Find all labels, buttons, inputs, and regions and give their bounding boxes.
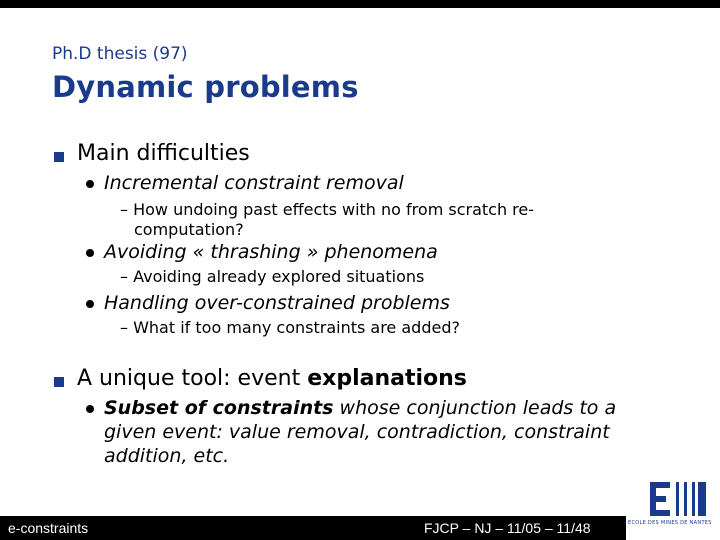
subitem-text-line1: – What if too many constraints are added? bbox=[120, 318, 460, 337]
school-logo bbox=[626, 470, 720, 540]
subitem-too-many bbox=[120, 318, 460, 338]
bullet-unique-tool bbox=[77, 366, 467, 391]
item-label: Handling over-constrained problems bbox=[104, 292, 450, 314]
bullet-main-difficulties: Main difficulties bbox=[77, 141, 250, 166]
item-bold-text: Subset of constraints bbox=[104, 397, 334, 419]
slide-title: Dynamic problems bbox=[52, 70, 359, 104]
subitem-text-line1: – How undoing past effects with no from scratch re- bbox=[120, 200, 535, 219]
bullet-bold-word: explanations bbox=[307, 366, 467, 391]
item-over-constrained bbox=[104, 291, 664, 315]
item-label: Avoiding « thrashing » phenomena bbox=[104, 241, 438, 263]
round-bullet-icon bbox=[86, 405, 94, 413]
footer-right-label: FJCP – NJ – 11/05 – 11/48 bbox=[424, 520, 591, 536]
top-bar bbox=[0, 0, 720, 8]
round-bullet-icon bbox=[86, 180, 94, 188]
subitem-explored bbox=[120, 267, 424, 287]
subitem-text-line2: computation? bbox=[134, 220, 244, 239]
subitem-text-line1: – Avoiding already explored situations bbox=[120, 267, 425, 286]
slide-subtitle: Ph.D thesis (97) bbox=[52, 44, 188, 64]
item-text-line1: whose conjunction leads to a bbox=[333, 397, 617, 419]
logo-icon bbox=[626, 470, 720, 540]
item-incremental bbox=[104, 171, 664, 195]
subitem-undoing bbox=[120, 200, 534, 240]
item-thrashing bbox=[104, 240, 664, 264]
item-subset bbox=[104, 396, 664, 468]
footer-left-label: e-constraints bbox=[8, 520, 89, 536]
item-text-line2: given event: value removal, contradiction, constraint bbox=[104, 421, 610, 443]
item-text-line3: addition, etc. bbox=[104, 445, 230, 467]
item-label: Incremental constraint removal bbox=[104, 172, 404, 194]
round-bullet-icon bbox=[86, 300, 94, 308]
footer-bar bbox=[0, 516, 720, 540]
bullet-prefix: A unique tool: event bbox=[77, 366, 308, 391]
square-bullet-icon bbox=[54, 377, 64, 387]
round-bullet-icon bbox=[86, 249, 94, 257]
logo-caption: ECOLE DES MINES DE NANTES bbox=[628, 520, 712, 526]
square-bullet-icon bbox=[54, 152, 64, 162]
